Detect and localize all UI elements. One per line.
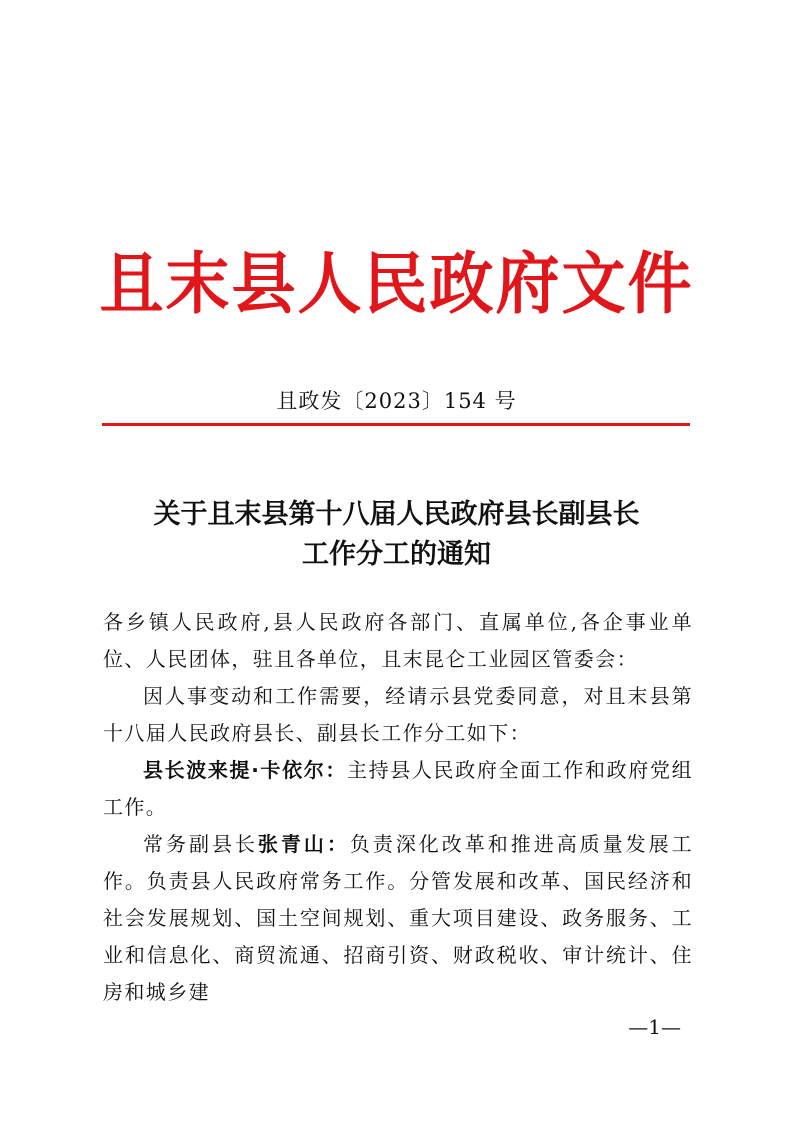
masthead-char: 人 <box>297 246 364 324</box>
addressee: 各乡镇人民政府,县人民政府各部门、直属单位,各企事业单位、人民团体，驻且各单位，且末昆仑工业园区管委会： <box>103 610 693 671</box>
masthead-char: 县 <box>231 246 298 324</box>
title-line-1: 关于且末县第十八届人民政府县长副县长 <box>153 499 640 530</box>
masthead-char: 文 <box>561 246 628 324</box>
paragraph-text: 主持县人民政府全面工作和政府党组工作。 <box>103 758 693 819</box>
document-number: 且政发〔2023〕154 号 <box>276 389 517 413</box>
masthead-char: 府 <box>495 246 562 324</box>
paragraph-lead-title: 常务副县长 <box>143 832 258 856</box>
paragraph-text: 负责深化改革和推进高质量发展工作。负责县人民政府常务工作。分管发展和改革、国民经济和社会发展规划、国土空间规划、重大项目建设、政务服务、工业和信息化、商贸流通、招商引资、财政税收、审计统计、住房和城乡建 <box>103 832 694 1004</box>
masthead-char: 且 <box>99 246 166 324</box>
document-title <box>60 495 733 575</box>
masthead-char: 件 <box>627 246 694 324</box>
document-body <box>103 604 693 1011</box>
paragraph-county-head <box>103 752 693 826</box>
intro-paragraph: 因人事变动和工作需要，经请示县党委同意，对且末县第十八届人民政府县长、副县长工作分工如下： <box>103 684 693 745</box>
document-masthead <box>0 240 793 330</box>
paragraph-lead-name: 张青山： <box>257 832 350 856</box>
paragraph-lead: 县长波来提·卡依尔： <box>143 758 347 782</box>
masthead-char: 末 <box>165 246 232 324</box>
title-line-2: 工作分工的通知 <box>302 539 491 570</box>
paragraph-executive-deputy <box>103 826 693 1011</box>
red-divider <box>102 423 690 426</box>
page-number: —1— <box>628 1015 681 1039</box>
masthead-char: 政 <box>429 246 496 324</box>
masthead-char: 民 <box>363 246 430 324</box>
